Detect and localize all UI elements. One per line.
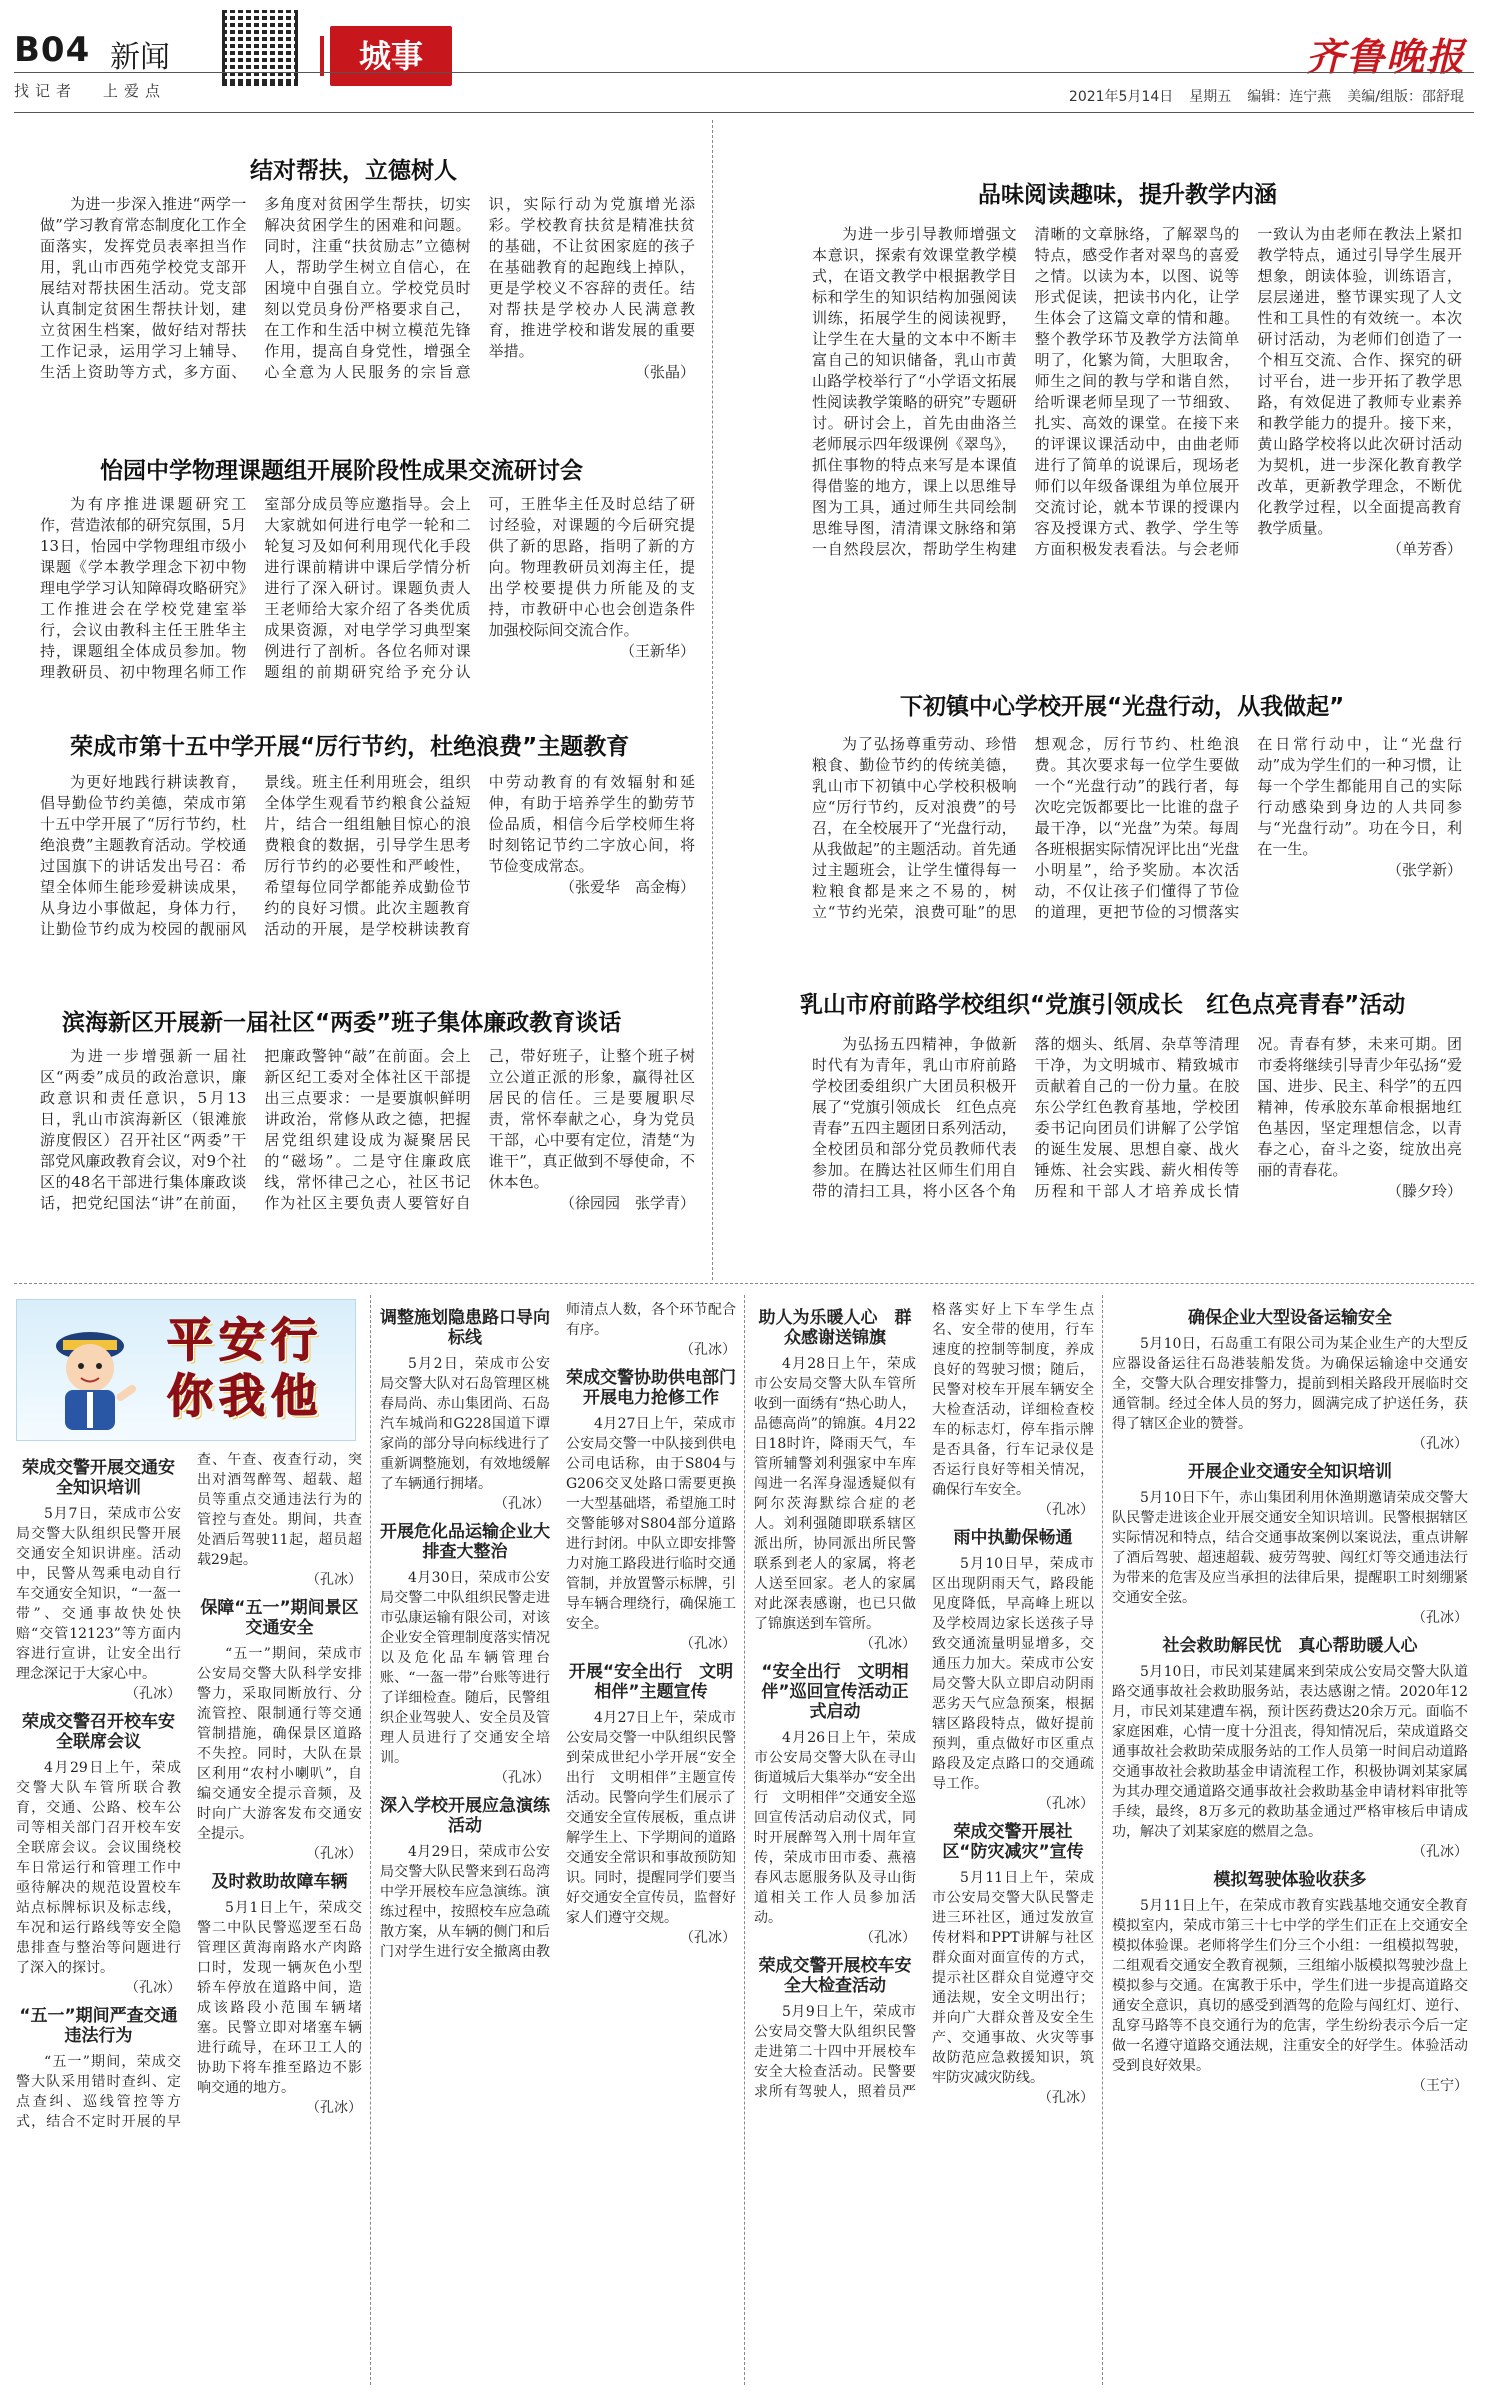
traffic-item-title: 荣成交警开展交通安全知识培训 [22, 1458, 175, 1498]
traffic-item-body: 4月29日上午，荣成交警大队车管所联合教育，交通、公路、校车公司等相关部门召开校车安全联席会议。会议围绕校车日常运行和管理工作中亟待解决的规范设置校车站点标牌标识及标志线，车况和运行路线等安全隐患排查与整治等问题进行了深入的探讨。 [16, 1760, 181, 1976]
traffic-item-author: （孔冰） [860, 1636, 916, 1652]
traffic-item-author: （孔冰） [306, 1572, 362, 1588]
article-5-body [812, 224, 1462, 644]
traffic-item-body: 5月9日上午，荣成市公安局交警大队组织民警走进第二十四中开展校车安全大检查活动。民警要求所有驾驶人，照着员严格落实好上下车学生点名、安全带的使用，行车速度的控制等制度，养成良好的驾驶习惯；随后，民警对校车开展车辆安全大检查活动，详细检查校车的标志灯，停车指示牌是否具备，行车记录仪是否运行良好等相关情况，确保行车安全。 [754, 1302, 1094, 2100]
article-4-title: 滨海新区开展新一届社区“两委”班子集体廉政教育谈话 [62, 1010, 622, 1036]
traffic-item-title: 模拟驾驶体验收获多 [1213, 1870, 1367, 1890]
traffic-item-body: 5月10日早，荣成市区出现阴雨天气，路段能见度降低，早高峰上班以及学校周边家长送孩子导致交通流量明显增多，交通压力加大。荣成市公安局交警大队立即启动阴雨恶劣天气应急预案，根据辖区路段特点，做好提前预判，重点做好市区重点路段及定点路口的交通疏导工作。 [932, 1556, 1094, 1792]
article-1-body [40, 194, 695, 426]
traffic-item-title: 调整施划隐患路口导向标线 [380, 1308, 550, 1348]
traffic-item-body: 5月11日上午，在荣成市教育实践基地交通安全教育模拟室内，荣成市第三十七中学的学生们正在上交通安全模拟体验课。老师将学生们分三个小组：一组模拟驾驶，二组观看交通安全教育视频，三组缩小版模拟驾驶沙盘上模拟参与交通。在寓教于乐中，学生们进一步提高道路交通安全意识，真切的感受到酒驾的危险与闯红灯、逆行、乱穿马路等不良交通行为的危害，学生纷纷表示今后一定做一名遵守道路交通法规，注重安全的好学生。体验活动受到良好效果。 [1112, 1898, 1468, 2074]
article-3-author: （张爱华 高金梅） [559, 878, 695, 896]
traffic-item-title: 确保企业大型设备运输安全 [1188, 1308, 1392, 1328]
traffic-item-body: 5月1日上午，荣成交警二中队民警巡逻至石岛管理区黄海南路水产肉路口时，发现一辆灰色小型轿车停放在道路中间，造成该路段小范围车辆堵塞。民警立即对堵塞车辆进行疏导，在环卫工人的协助下将车推至路边不影响交通的地方。 [197, 1900, 362, 2096]
section-subtitle [14, 80, 192, 101]
article-1-text: 为进一步深入推进“两学一做”学习教育常态制度化工作全面落实，发挥党员表率担当作用，乳山市西苑学校党支部开展结对帮扶困生活动。党支部认真制定贫困生帮扶计划，建立贫困生档案，做好结对帮扶工作记录，运用学习上辅导、生活上资助等方式，多方面、多角度对贫困学生帮扶，切实解决贫困学生的困难和问题。同时，注重“扶贫励志”立德树人，帮助学生树立自信心，在困境中自强自立。学校党员时刻以党员身份严格要求自己，在工作和生活中树立模范先锋作用，提高自身党性，增强全心全意为人民服务的宗旨意识，实际行动为党旗增光添彩。学校教育扶贫是精准扶贫的基础，不让贫困家庭的孩子在基础教育的起跑线上掉队，更是学校义不容辞的责任。结对帮扶是学校办人民满意教育，推进学校和谐发展的重要举措。 [40, 195, 695, 381]
section-tab[interactable]: 城事 [330, 26, 452, 86]
article-5-text: 为进一步引导教师增强文本意识，探索有效课堂教学模式，在语文教学中根据教学目标和学生的知识结构加强阅读训练，拓展学生的阅读视野，让学生在大量的文本中不断丰富自己的知识储备，乳山市黄山路学校举行了“小学语文拓展性阅读教学策略的研究”专题研讨。研讨会上，首先由曲洛兰老师展示四年级课例《翠鸟》，抓住事物的特点来写是本课值得借鉴的地方，课上以思维导图为工具，通过师生共同绘制思维导图，清清课文脉络和第一自然段层次，帮助学生构建清晰的文章脉络，了解翠鸟的特点，感受作者对翠鸟的喜爱之情。以读为本，以图、说等形式促读，把读书内化，让学生体会了这篇文章的情和趣。整个教学环节及教学方法简单明了，化繁为简，大胆取舍，师生之间的教与学和谐自然，给听课老师呈现了一节细致、扎实、高效的课堂。在接下来的评课议课活动中，由曲老师进行了简单的说课后，现场老师们以年级备课组为单位展开交流讨论，就本节课的授课内容及授课方式、教学、学生等方面积极发表看法。与会老师一致认为由老师在教法上紧扣教学特点，通过引导学生展开想象，朗读体验，训练语言，层层递进，整节课实现了人文性和工具性的有效统一。本次研讨活动，为老师们创造了一个相互交流、合作、探究的研讨平台，进一步开拓了教学思路，有效促进了教师专业素养和教学能力的提升。接下来，黄山路学校将以此次研讨活动为契机，进一步深化教育教学改革，更新教学理念，不断优化教学过程，以全面提高教育教学质量。 [812, 225, 1462, 558]
banner-title [167, 1312, 323, 1424]
issue-designer: 美编/组版：邵舒琨 [1347, 89, 1464, 105]
column-divider [712, 120, 713, 1280]
traffic-item-body: 5月10日，石岛重工有限公司为某企业生产的大型反应器设备运往石岛港装船发货。为确保运输途中交通安全，交警大队合理安排警力，提前到相关路段开展临时交通管制。经过全体人员的努力，圆满完成了护送任务，获得了辖区企业的赞誉。 [1112, 1336, 1468, 1432]
traffic-col-a [16, 1450, 362, 2380]
traffic-divider-3 [1102, 1295, 1103, 2385]
traffic-item-body: 5月7日，荣成市公安局交警大队组织民警开展交通安全知识讲座。活动中，民警从驾乘电动自行车交通安全知识，“一盔一带”、交通事故快处快赔“交管12123”等方面内容进行宣讲，让安全出行理念深记于大家心中。 [16, 1506, 181, 1682]
article-7-text: 为弘扬五四精神，争做新时代有为青年，乳山市府前路学校团委组织广大团员积极开展了“党旗引领成长 红色点亮青春”五四主题团日系列活动，全校团员和部分党员教师代表参加。在腾达社区师生们用自带的清扫工具，将小区各个角落的烟头、纸屑、杂草等清理干净，为文明城市、精致城市贡献着自己的一份力量。在胶东公学红色教育基地，学校团委书记向团员们讲解了公学馆的诞生发展、思想自豪、战火锤炼、社会实践、薪火相传等历程和干部人才培养成长情况。青春有梦，未来可期。团市委将继续引导青少年弘扬“爱国、进步、民主、科学”的五四精神，传承胶东革命根据地红色基因，坚定理想信念，以青春之心，奋斗之姿，绽放出亮丽的青春花。 [812, 1035, 1462, 1200]
traffic-item-body: 5月2日，荣成市公安局交警大队对石岛管理区桃春局尚、赤山集团尚、石岛汽车城尚和G228国道下谭家尚的部分导向标线进行了重新调整施划，有效地缓解了车辆通行拥堵。 [380, 1356, 550, 1492]
article-6-author: （张学新） [1386, 861, 1462, 879]
article-2-body [40, 494, 695, 704]
traffic-item-author: （孔冰） [494, 1496, 550, 1512]
traffic-item-author: （孔冰） [1412, 1844, 1468, 1860]
page-number: B04 [14, 30, 91, 70]
issue-weekday: 星期五 [1189, 89, 1232, 105]
article-2-title: 怡园中学物理课题组开展阶段性成果交流研讨会 [100, 458, 583, 484]
traffic-item-body: 4月28日上午，荣成市公安局交警大队车管所收到一面绣有“热心助人，品德高尚”的锦旗。4月22日18时许，降雨天气，车管所辅警刘利强家中车库闯进一名浑身湿透疑似有阿尔茨海默综合症的老人。刘利强随即联系辖区派出所，协同派出所民警联系到老人的家属，将老人送至回家。老人的家属对此深表感谢，也已只做了锦旗送到车管所。 [754, 1356, 916, 1632]
article-6-body [812, 734, 1462, 964]
traffic-item-title: 及时救助故障车辆 [211, 1872, 348, 1892]
traffic-item-body: 4月27日上午，荣成市公安局交警一中队组织民警到荣成世纪小学开展“安全出行 文明相伴”主题宣传活动。民警向学生们展示了交通安全宣传展板，重点讲解学生上、下学期间的道路交通安全常识和事故预防知识。同时，提醒同学们要当好交通安全宣传员，监督好家人们遵守交规。 [566, 1710, 736, 1926]
traffic-item-title: 深入学校开展应急演练活动 [380, 1796, 550, 1836]
traffic-item-body: 4月27日上午，荣成市公安局交警一中队接到供电公司电话称，由于S804与G206交叉处路口需要更换一大型基础塔，希望施工时交警能够对S804部分道路进行封闭。中队立即安排警力对施工路段进行临时交通管制，并放置警示标牌，引导车辆合理绕行，确保施工安全。 [566, 1416, 736, 1632]
traffic-item-title: 开展“安全出行 文明相伴”主题宣传 [568, 1662, 734, 1702]
traffic-item-body: 4月29日，荣成市公安局交警大队民警来到石岛湾中学开展校车应急演练。演练过程中，按照校车应急疏散方案，从车辆的侧门和后门对学生进行安全撤离由教师清点人数，各个环节配合有序。 [380, 1302, 736, 1960]
header-rule-2 [14, 112, 1474, 113]
article-5-author: （单芳香） [1386, 540, 1462, 558]
traffic-item-title: “安全出行 文明相伴”巡回宣传活动正式启动 [761, 1662, 909, 1722]
article-4-body [40, 1046, 695, 1264]
traffic-item-title: 开展危化品运输企业大排查大整治 [380, 1522, 550, 1562]
traffic-item-author: （孔冰） [125, 1686, 181, 1702]
section-divider [14, 1283, 1474, 1284]
banner-line-1: 平安行 [167, 1313, 323, 1367]
article-4-author: （徐园园 张学青） [559, 1194, 695, 1212]
traffic-item-body: 5月11日上午，荣成市公安局交警大队民警走进三环社区，通过发放宣传材料和PPT讲解与社区群众面对面宣传的方式，提示社区群众自觉遵守交通法规，安全文明出行；并向广大群众普及安全生产、交通事故、火灾等事故防范应急救援知识，筑牢防灾减灾防线。 [932, 1870, 1094, 2086]
traffic-item-author: （孔冰） [306, 2100, 362, 2116]
qr-code-overlay [222, 10, 298, 86]
traffic-item-title: 荣成交警开展校车安全大检查活动 [758, 1956, 912, 1996]
traffic-item-author: （孔冰） [860, 1930, 916, 1946]
article-2-author: （王新华） [619, 642, 695, 660]
traffic-item-title: 雨中执勤保畅通 [953, 1528, 1073, 1548]
traffic-col-b [380, 1300, 736, 2380]
article-1-title: 结对帮扶，立德树人 [250, 158, 457, 184]
article-3-body [40, 772, 695, 984]
traffic-item-author: （孔冰） [680, 1636, 736, 1652]
traffic-item-author: （孔冰） [1038, 2090, 1094, 2106]
article-1-author: （张晶） [634, 363, 695, 381]
traffic-col-d [1112, 1300, 1468, 2380]
traffic-item-author: （孔冰） [1038, 1796, 1094, 1812]
traffic-divider-2 [744, 1295, 745, 2385]
traffic-item-title: 荣成交警召开校车安全联席会议 [22, 1712, 175, 1752]
article-3-title: 荣成市第十五中学开展“厉行节约，杜绝浪费”主题教育 [70, 734, 630, 760]
newspaper-logo: 齐鲁晚报 [1305, 34, 1466, 79]
header-rule [14, 72, 1474, 73]
traffic-item-title: 助人为乐暖人心 群众感谢送锦旗 [758, 1308, 912, 1348]
traffic-item-author: （孔冰） [680, 1930, 736, 1946]
banner-line-2: 你我他 [167, 1369, 323, 1423]
traffic-col-c [754, 1300, 1094, 2380]
issue-info [1053, 86, 1464, 106]
traffic-item-title: 荣成交警协助供电部门开展电力抢修工作 [566, 1368, 736, 1408]
traffic-item-body: 4月26日上午，荣成市公安局交警大队在寻山街道城后大集举办“安全出行 文明相伴”交通安全巡回宣传活动启动仪式，同时开展醉驾入刑十周年宣传，荣成市田市委、燕禧春风志愿服务队及寻山街道相关工作人员参加活动。 [754, 1730, 916, 1926]
article-7-body [812, 1034, 1462, 1264]
traffic-item-author: （孔冰） [125, 1980, 181, 1996]
traffic-item-author: （孔冰） [306, 1846, 362, 1862]
article-4-text: 为进一步增强新一届社区“两委”成员的政治意识，廉政意识和责任意识，5月13日，乳山市滨海新区（银滩旅游度假区）召开社区“两委”干部党风廉政教育会议，对9个社区的48名干部进行集体廉政谈话，把党纪国法“讲”在前面，把廉政警钟“敲”在前面。会上新区纪工委对全体社区干部提出三点要求：一是要旗帜鲜明讲政治，常修从政之德，把握居党组织建设成为凝聚居民的“磁场”。二是守住廉政底线，常怀律己之心，社区书记作为社区主要负责人要管好自己，带好班子，让整个班子树立公道正派的形象，赢得社区居民的信任。三是要履职尽责，常怀奉献之心，身为党员干部，心中要有定位，清楚“为谁干”，真正做到不辱使命，不休本色。 [40, 1047, 695, 1212]
traffic-banner [16, 1299, 356, 1441]
traffic-item-author: （孔冰） [1412, 1436, 1468, 1452]
traffic-item-title: 保障“五一”期间景区交通安全 [200, 1598, 359, 1638]
article-7-title: 乳山市府前路学校组织“党旗引领成长 红色点亮青春”活动 [800, 992, 1406, 1018]
traffic-item-title: 社会救助解民忧 真心帮助暖人心 [1162, 1636, 1418, 1656]
sub-a: 找记者 [14, 82, 78, 100]
traffic-item-title: 荣成交警开展社区“防灾减灾”宣传 [942, 1822, 1084, 1862]
article-2-text: 为有序推进课题研究工作，营造浓郁的研究氛围，5月13日，怡园中学物理组市级小课题《学本教学理念下初中物理电学学习认知障碍攻略研究》工作推进会在学校党建室举行，会议由教科主任王胜华主持，课题组全体成员参加。物理教研员、初中物理名师工作室部分成员等应邀指导。会上大家就如何进行电学一轮和二轮复习及如何利用现代化手段进行课前精讲中课后学情分析进行了深入研讨。课题负责人王老师给大家介绍了各类优质成果资源，对电学学习典型案例进行了剖析。各位名师对课题组的前期研究给予充分认可，王胜华主任及时总结了研讨经验，对课题的今后研究提供了新的思路，指明了新的方向。物理教研员刘海主任，提出学校要提供力所能及的支持，市教研中心也会创造条件加强校际间交流合作。 [40, 495, 695, 681]
article-5-title: 品味阅读趣味，提升教学内涵 [978, 182, 1277, 208]
sub-b: 上爱点 [103, 82, 167, 100]
traffic-item-body: 5月10日，市民刘某建属来到荣成公安局交警大队道路交通事故社会救助服务站，表达感谢之情。2020年12月，市民刘某建遭车祸，预计医药费达20余万元。面临不家庭困难，心情一度十分沮丧，得知情况后，荣成道路交通事故社会救助荣成服务站的工作人员第一时间启动道路交通事故社会救助基金申请流程工作，积极协调刘某家属为其办理交通道路交通事故社会救助基金申请材料审批等手续，最终，8万多元的救助基金通过严格审核后申请成功，解决了刘某家庭的燃眉之急。 [1112, 1664, 1468, 1840]
traffic-item-author: （孔冰） [494, 1770, 550, 1786]
traffic-divider-1 [370, 1295, 371, 2385]
traffic-item-body: 4月30日，荣成市公安局交警二中队组织民警走进市弘康运输有限公司，对该企业安全管理制度落实情况以及危化品车辆管理台账、“一盔一带”台账等进行了详细检查。随后，民警组织企业驾驶人、安全员及管理人员进行了交通安全培训。 [380, 1570, 550, 1766]
traffic-item-title: “五一”期间严查交通违法行为 [19, 2006, 178, 2046]
traffic-item-title: 开展企业交通安全知识培训 [1188, 1462, 1392, 1482]
traffic-item-author: （孔冰） [1412, 1610, 1468, 1626]
traffic-item-author: （孔冰） [1038, 1502, 1094, 1518]
traffic-item-body: 5月10日下午，赤山集团利用休渔期邀请荣成交警大队民警走进该企业开展交通安全知识培训。民警根据辖区实际情况和特点，结合交通事故案例以案说法，重点讲解了酒后驾驶、超速超载、疲劳驾驶、闯红灯等交通违法行为带来的危害及应当承担的法律后果，提醒职工时刻绷紧交通安全弦。 [1112, 1490, 1468, 1606]
traffic-item-author: （孔冰） [680, 1342, 736, 1358]
section-name: 新闻 [110, 40, 170, 75]
traffic-item-author: （王宁） [1412, 2078, 1468, 2094]
article-6-title: 下初镇中心学校开展“光盘行动，从我做起” [900, 694, 1345, 720]
article-7-author: （滕夕玲） [1386, 1182, 1462, 1200]
police-cartoon-icon [35, 1310, 145, 1436]
traffic-item-body: “五一”期间，荣成市公安局交警大队科学安排警力，采取同断放行、分流管控、限制通行等交通管制措施，确保景区道路不失控。同时，大队在景区利用“农村小喇叭”，自编交通安全提示音频，及时向广大游客发布交通安全提示。 [197, 1646, 362, 1842]
issue-date: 2021年5月14日 [1068, 89, 1174, 105]
article-6-text: 为了弘扬尊重劳动、珍惜粮食、勤俭节约的传统美德，乳山市下初镇中心学校积极响应“厉行节约，反对浪费”的号召，在全校展开了“光盘行动，从我做起”的主题活动。首先通过主题班会，让学生懂得每一粒粮食都是来之不易的，树立“节约光荣，浪费可耻”的思想观念，厉行节约、杜绝浪费。其次要求每一位学生要做一个“光盘行动”的践行者，每次吃完饭都要比一比谁的盘子最干净，以“光盘”为荣。每周各班根据实际情况评比出“光盘小明星”，给予奖励。本次活动，不仅让孩子们懂得了节俭的道理，更把节俭的习惯落实在日常行动中，让“光盘行动”成为学生们的一种习惯，让每一个学生都能用自己的实际行动感染到身边的人共同参与“光盘行动”。功在今日，利在一生。 [812, 735, 1462, 921]
issue-editor: 编辑：连宁燕 [1247, 89, 1332, 105]
article-3-text: 为更好地践行耕读教育，倡导勤俭节约美德，荣成市第十五中学开展了“厉行节约，杜绝浪费”主题教育活动。学校通过国旗下的讲话发出号召：希望全体师生能珍爱耕读成果，从身边小事做起，身体力行，让勤俭节约成为校园的靓丽风景线。班主任利用班会，组织全体学生观看节约粮食公益短片，结合一组组触目惊心的浪费粮食的数据，引导学生思考厉行节约的必要性和严峻性，希望每位同学都能养成勤俭节约的良好习惯。此次主题教育活动的开展，是学校耕读教育中劳动教育的有效辐射和延伸，有助于培养学生的勤劳节俭品质，相信今后学校师生将时刻铭记节约二字放心间，将节俭变成常态。 [40, 773, 695, 938]
traffic-item-body: “五一”期间，荣成交警大队采用错时查纠、定点查纠、巡线管控等方式，结合不定时开展的早查、午查、夜查行动，突出对酒驾醉驾、超载、超员等重点交通违法行为的管控与查处。期间，共查处酒后驾驶11起，超员超载29起。 [16, 1452, 362, 2130]
